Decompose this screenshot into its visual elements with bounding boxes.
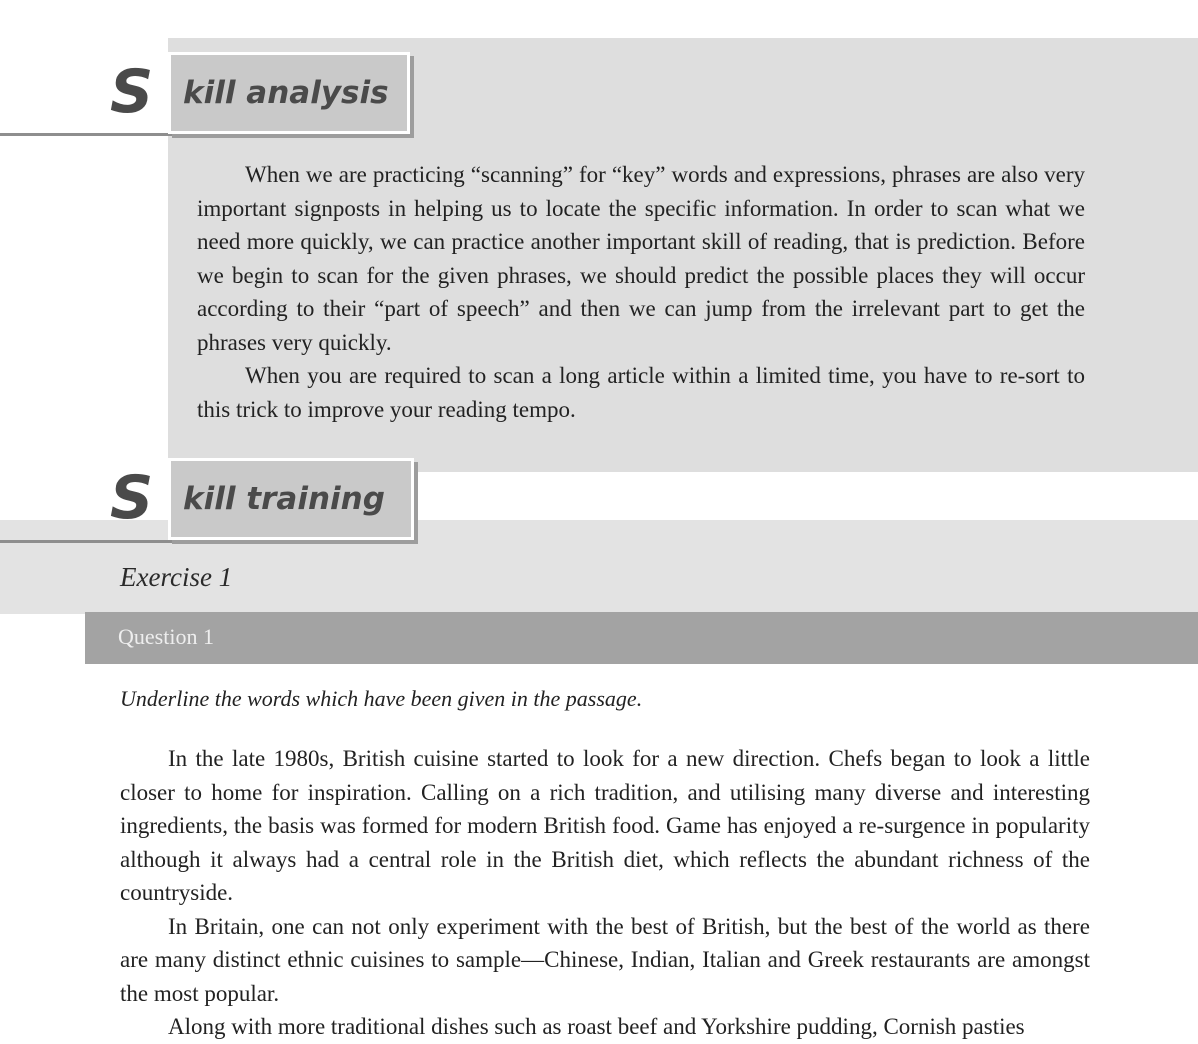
skill-training-title: kill training xyxy=(183,481,385,517)
skill-training-heading xyxy=(110,458,415,538)
question-bar xyxy=(85,612,1198,664)
skill-analysis-body xyxy=(197,158,1085,426)
skill-analysis-title: kill analysis xyxy=(183,75,389,111)
passage-paragraph-1: In the late 1980s, British cuisine started to look for a new direction. Chefs began to look a little closer to home for inspiration. Calling on a rich tradition, and utilising many diverse and interesting ingredients, the basis was formed for modern British food. Game has enjoyed a re-surgence in popularity although it always had a central role in the British diet, which reflects the abundant richness of the countryside. xyxy=(120,746,1090,905)
analysis-paragraph-2: When you are required to scan a long article within a limited time, you have to re-sort to this trick to improve your reading tempo. xyxy=(197,363,1085,422)
skill-analysis-initial: S xyxy=(110,57,154,127)
analysis-paragraph-1: When we are practicing “scanning” for “key” words and expressions, phrases are also very important signposts in helping us to locate the specific information. In order to scan what we need more quickly, we can practice another important skill of reading, that is prediction. Before we begin to scan for the given phrases, we should predict the possible places they will occur according to their “part of speech” and then we can jump from the irrelevant part to get the phrases very quickly. xyxy=(197,162,1085,355)
exercise-title: Exercise 1 xyxy=(120,562,233,592)
skill-analysis-label-box xyxy=(168,52,410,134)
passage-paragraph-2: In Britain, one can not only experiment with the best of British, but the best of the world as there are many distinct ethnic cuisines to sample—Chinese, Indian, Italian and Greek restaurants are amongst the most popular. xyxy=(120,913,1090,1006)
question-label: Question 1 xyxy=(118,624,214,649)
exercise-passage xyxy=(120,742,1090,1039)
skill-training-initial: S xyxy=(110,463,154,533)
section-rule-analysis xyxy=(0,133,175,136)
passage-paragraph-3: Along with more traditional dishes such as roast beef and Yorkshire pudding, Cornish pasties xyxy=(168,1014,1025,1039)
skill-analysis-heading xyxy=(110,52,415,132)
section-rule-training xyxy=(0,540,175,543)
skill-training-label-box xyxy=(168,458,414,540)
exercise-instruction: Underline the words which have been given in the passage. xyxy=(120,686,643,711)
